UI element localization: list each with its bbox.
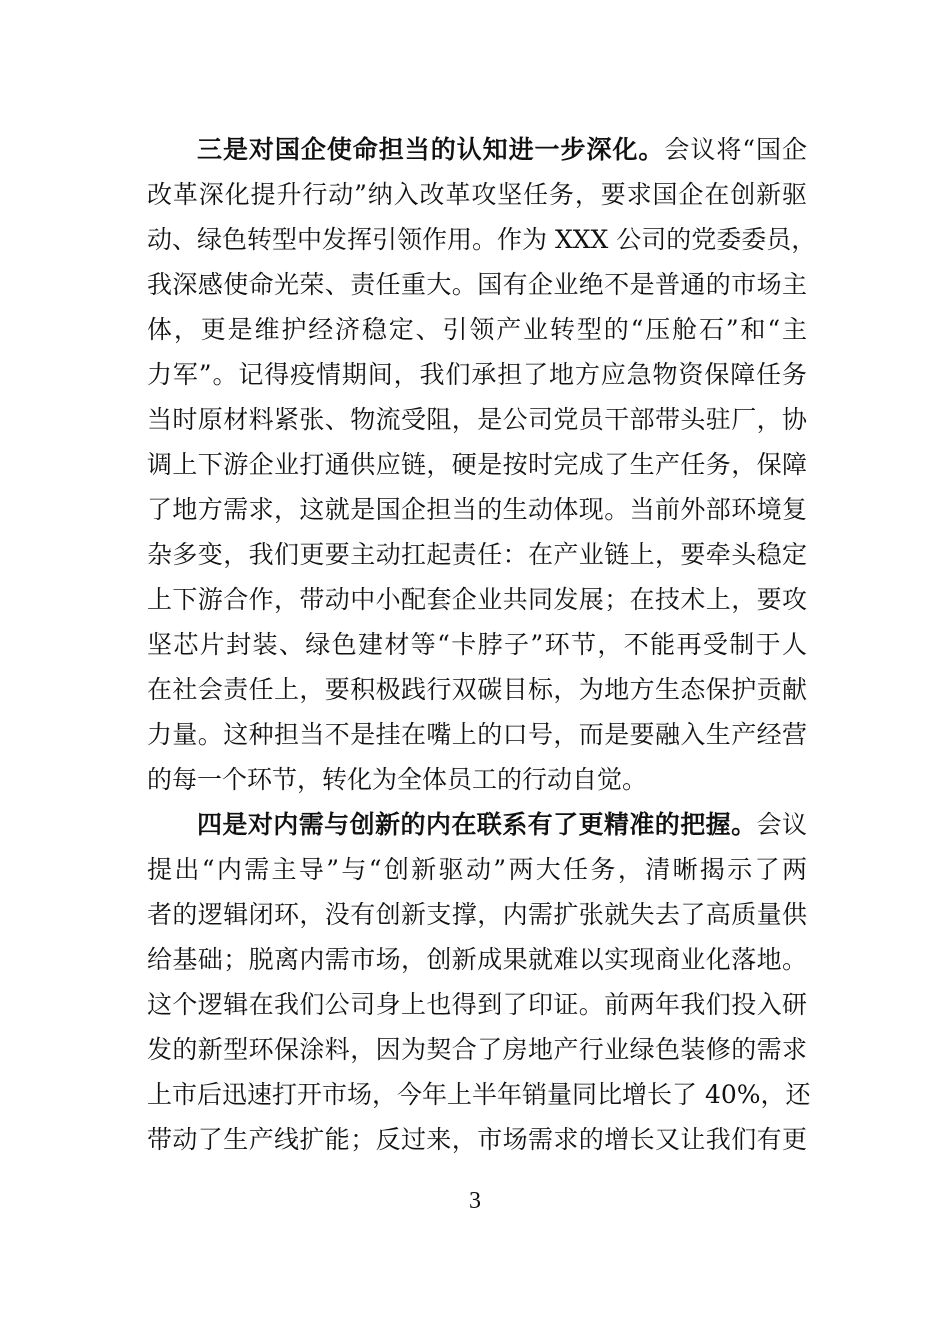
paragraph-line: 力军”。记得疫情期间，我们承担了地方应急物资保障任务 bbox=[147, 360, 807, 389]
paragraph-heading: 四是对内需与创新的内在联系有了更精准的把握。 bbox=[197, 810, 757, 839]
paragraph-line: 在社会责任上，要积极践行双碳目标，为地方生态保护贡献 bbox=[147, 675, 807, 704]
paragraph-line: 这个逻辑在我们公司身上也得到了印证。前两年我们投入研 bbox=[147, 990, 807, 1019]
paragraph-line: 坚芯片封装、绿色建材等“卡脖子”环节，不能再受制于人 bbox=[147, 630, 807, 659]
paragraph-line: 力量。这种担当不是挂在嘴上的口号，而是要融入生产经营 bbox=[147, 720, 807, 749]
paragraph-line: 改革深化提升行动”纳入改革攻坚任务，要求国企在创新驱 bbox=[147, 180, 807, 209]
paragraph-line: 上下游合作，带动中小配套企业共同发展；在技术上，要攻 bbox=[147, 585, 807, 614]
paragraph-line: 了地方需求，这就是国企担当的生动体现。当前外部环境复 bbox=[147, 495, 807, 524]
paragraph-line bbox=[197, 128, 807, 172]
paragraph-line bbox=[197, 803, 807, 847]
paragraph-line: 给基础；脱离内需市场，创新成果就难以实现商业化落地。 bbox=[147, 945, 807, 974]
paragraph-line: 体，更是维护经济稳定、引领产业转型的“压舱石”和“主 bbox=[147, 315, 807, 344]
paragraph-text: 会议 bbox=[756, 810, 807, 839]
paragraph-line: 当时原材料紧张、物流受阻，是公司党员干部带头驻厂，协 bbox=[147, 405, 807, 434]
paragraph-line: 的每一个环节，转化为全体员工的行动自觉。 bbox=[147, 765, 648, 794]
page-number: 3 bbox=[469, 1188, 481, 1214]
paragraph-line: 杂多变，我们更要主动扛起责任：在产业链上，要牵头稳定 bbox=[147, 540, 807, 569]
paragraph-line: 带动了生产线扩能；反过来，市场需求的增长又让我们有更 bbox=[147, 1125, 807, 1154]
paragraph-line: 提出“内需主导”与“创新驱动”两大任务，清晰揭示了两 bbox=[147, 855, 807, 884]
paragraph-line: 上市后迅速打开市场，今年上半年销量同比增长了 40%，还 bbox=[147, 1080, 811, 1109]
paragraph-line: 者的逻辑闭环，没有创新支撑，内需扩张就失去了高质量供 bbox=[147, 900, 807, 929]
paragraph-line: 发的新型环保涂料，因为契合了房地产行业绿色装修的需求 bbox=[147, 1035, 807, 1064]
paragraph-line: 动、绿色转型中发挥引领作用。作为 XXX 公司的党委委员， bbox=[147, 225, 817, 254]
paragraph-heading: 三是对国企使命担当的认知进一步深化。 bbox=[197, 135, 665, 164]
paragraph-line: 我深感使命光荣、责任重大。国有企业绝不是普通的市场主 bbox=[147, 270, 807, 299]
paragraph-line: 调上下游企业打通供应链，硬是按时完成了生产任务，保障 bbox=[147, 450, 807, 479]
paragraph-text: 会议将“国企 bbox=[664, 135, 807, 164]
